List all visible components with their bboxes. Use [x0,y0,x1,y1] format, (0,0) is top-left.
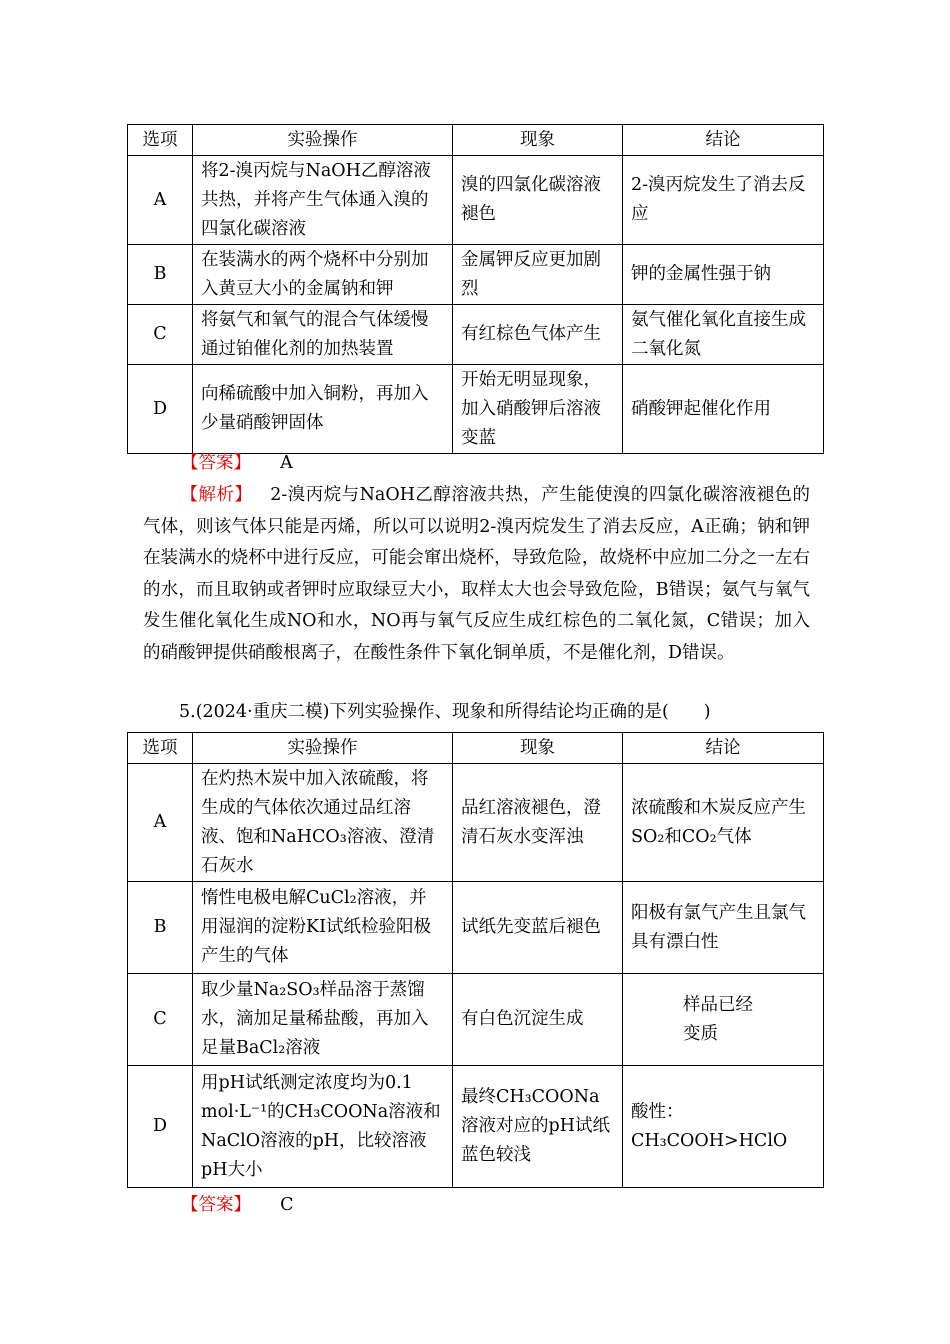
question-number: 5. [179,702,196,722]
header-conclusion: 结论 [623,733,824,764]
header-option: 选项 [128,733,193,764]
table-row [128,882,824,974]
cell-operation: 取少量Na₂SO₃样品溶于蒸馏水，滴加足量稀盐酸，再加入足量BaCl₂溶液 [193,974,453,1066]
analysis-1 [143,480,810,669]
cell-operation: 将氨气和氧气的混合气体缓慢通过铂催化剂的加热装置 [193,305,453,365]
cell-phenomenon: 最终CH₃COONa溶液对应的pH试纸蓝色较浅 [453,1066,623,1188]
header-phenomenon: 现象 [453,733,623,764]
answer-2 [181,1191,294,1220]
cell-conclusion: 2-溴丙烷发生了消去反应 [623,156,824,245]
table-header-row [128,125,824,156]
analysis-text: 2-溴丙烷与NaOH乙醇溶液共热，产生能使溴的四氯化碳溶液褪色的气体，则该气体只能是丙烯，所以可以说明2-溴丙烷发生了消去反应，A正确；钠和钾在装满水的烧杯中进行反应，可能会窜出烧杯，导致危险，故烧杯中应加二分之一左右的水，而且取钠或者钾时应取绿豆大小，取样太大也会导致危险，B错误；氨气与氧气发生催化氧化生成NO和水，NO再与氧气反应生成红棕色的二氧化氮，C错误；加入的硝酸钾提供硝酸根离子，在酸性条件下氧化铜单质，不是催化剂，D错误。 [143,485,810,663]
table-2 [127,732,824,1188]
answer-value: A [280,453,293,473]
cell-phenomenon: 开始无明显现象，加入硝酸钾后溶液变蓝 [453,365,623,454]
cell-operation: 惰性电极电解CuCl₂溶液，并用湿润的淀粉KI试纸检验阳极产生的气体 [193,882,453,974]
answer-label: 【答案】 [181,453,251,473]
table-row [128,1066,824,1188]
table-row [128,365,824,454]
cell-option: B [128,245,193,305]
answer-label: 【答案】 [181,1195,251,1215]
cell-operation: 在装满水的两个烧杯中分别加入黄豆大小的金属钠和钾 [193,245,453,305]
answer-1 [181,449,293,478]
cell-conclusion: 酸性：CH₃COOH>HClO [623,1066,824,1188]
cell-option: A [128,764,193,882]
question-stem: 下列实验操作、现象和所得结论均正确的是( ) [329,702,711,722]
cell-option: C [128,974,193,1066]
cell-phenomenon: 有红棕色气体产生 [453,305,623,365]
cell-option: C [128,305,193,365]
cell-phenomenon: 有白色沉淀生成 [453,974,623,1066]
header-phenomenon: 现象 [453,125,623,156]
cell-conclusion: 阳极有氯气产生且氯气具有漂白性 [623,882,824,974]
cell-option: B [128,882,193,974]
cell-operation: 用pH试纸测定浓度均为0.1 mol·L⁻¹的CH₃COONa溶液和NaClO溶液的pH，比较溶液pH大小 [193,1066,453,1188]
cell-conclusion [623,974,824,1066]
header-operation: 实验操作 [193,733,453,764]
table-row [128,156,824,245]
table-row [128,245,824,305]
cell-phenomenon: 试纸先变蓝后褪色 [453,882,623,974]
header-option: 选项 [128,125,193,156]
cell-option: A [128,156,193,245]
cell-conclusion: 硝酸钾起催化作用 [623,365,824,454]
table-row [128,764,824,882]
header-operation: 实验操作 [193,125,453,156]
table-1 [127,124,824,454]
answer-value: C [280,1195,294,1215]
table-header-row [128,733,824,764]
cell-conclusion: 钾的金属性强于钠 [623,245,824,305]
question-source: (2024·重庆二模) [195,702,330,722]
cell-conclusion: 浓硫酸和木炭反应产生SO₂和CO₂气体 [623,764,824,882]
cell-operation: 向稀硫酸中加入铜粉，再加入少量硝酸钾固体 [193,365,453,454]
cell-phenomenon: 品红溶液褪色，澄清石灰水变浑浊 [453,764,623,882]
table-row [128,305,824,365]
analysis-label: 【解析】 [180,485,253,505]
question-5 [179,698,711,727]
cell-option: D [128,1066,193,1188]
table-row [128,974,824,1066]
cell-option: D [128,365,193,454]
cell-conclusion-text: 样品已经变质 [683,994,753,1044]
header-conclusion: 结论 [623,125,824,156]
cell-phenomenon: 金属钾反应更加剧烈 [453,245,623,305]
cell-operation: 在灼热木炭中加入浓硫酸，将生成的气体依次通过品红溶液、饱和NaHCO₃溶液、澄清石灰水 [193,764,453,882]
cell-phenomenon: 溴的四氯化碳溶液褪色 [453,156,623,245]
cell-operation: 将2-溴丙烷与NaOH乙醇溶液共热，并将产生气体通入溴的四氯化碳溶液 [193,156,453,245]
cell-conclusion: 氨气催化氧化直接生成二氧化氮 [623,305,824,365]
